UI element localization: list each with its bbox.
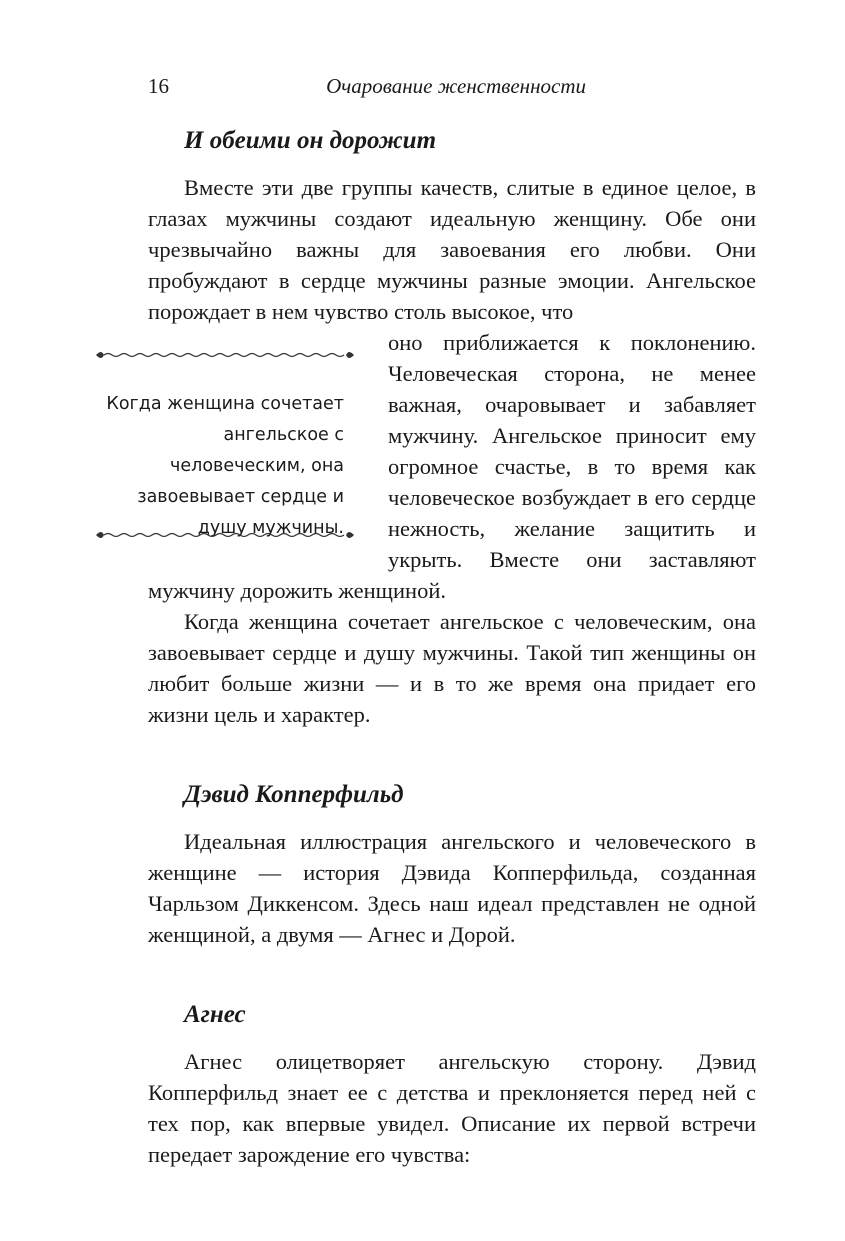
paragraph-1 [106, 172, 756, 606]
page-number: 16 [148, 74, 169, 98]
ornamental-rule-top [90, 349, 360, 361]
pull-quote-text: Когда женщина сочетает ангельское с человеческим, она завоевывает сердце и душу мужчины. [106, 394, 344, 538]
section-title-3: Агнес [184, 1001, 246, 1028]
paragraph-4: Агнес олицетворяет ангельскую сторону. Дэвид Копперфильд знает ее с детства и преклоняется перед ней с тех пор, как впервые увидел. Описание их первой встречи передает зарождение его чувства: [148, 1049, 756, 1167]
paragraph-1-lead: Вместе эти две группы качеств, слитые в единое целое, в глазах мужчины создают идеальную женщину. Обе они чрезвычайно важны для завоевания его любви. Они пробуждают в сердце мужчины разные эмоции. Ангельское порождает в нем чувство столь высокое, что [148, 175, 756, 324]
paragraph-1-continued: оно приближается к поклонению. Человеческая сторона, не менее важная, очаровывает и забавляет мужчину. Ангельское приносит ему огромное счастье, в то время как человеческое возбуждает в его сердце нежность, желание защитить и укрыть. Вместе они заставляют мужчину дорожить женщиной. [148, 330, 756, 603]
pull-quote [90, 339, 360, 551]
section-title-2: Дэвид Копперфильд [184, 781, 404, 808]
page-content [106, 124, 756, 1170]
paragraph-2: Когда женщина сочетает ангельское с человеческим, она завоевывает сердце и душу мужчины. Такой тип женщины он любит больше жизни — и в то же время она придает его жизни цель и характер. [148, 609, 756, 727]
running-header [148, 74, 756, 104]
ornamental-rule-bottom [90, 529, 360, 541]
book-title: Очарование женственности [326, 74, 586, 98]
paragraph-3: Идеальная иллюстрация ангельского и человеческого в женщине — история Дэвида Копперфильда, созданная Чарльзом Диккенсом. Здесь наш идеал представлен не одной женщиной, а двумя — Агнес и Дорой. [148, 829, 756, 947]
section-title-1: И обеими он дорожит [184, 127, 437, 154]
section-body-1 [106, 172, 756, 606]
